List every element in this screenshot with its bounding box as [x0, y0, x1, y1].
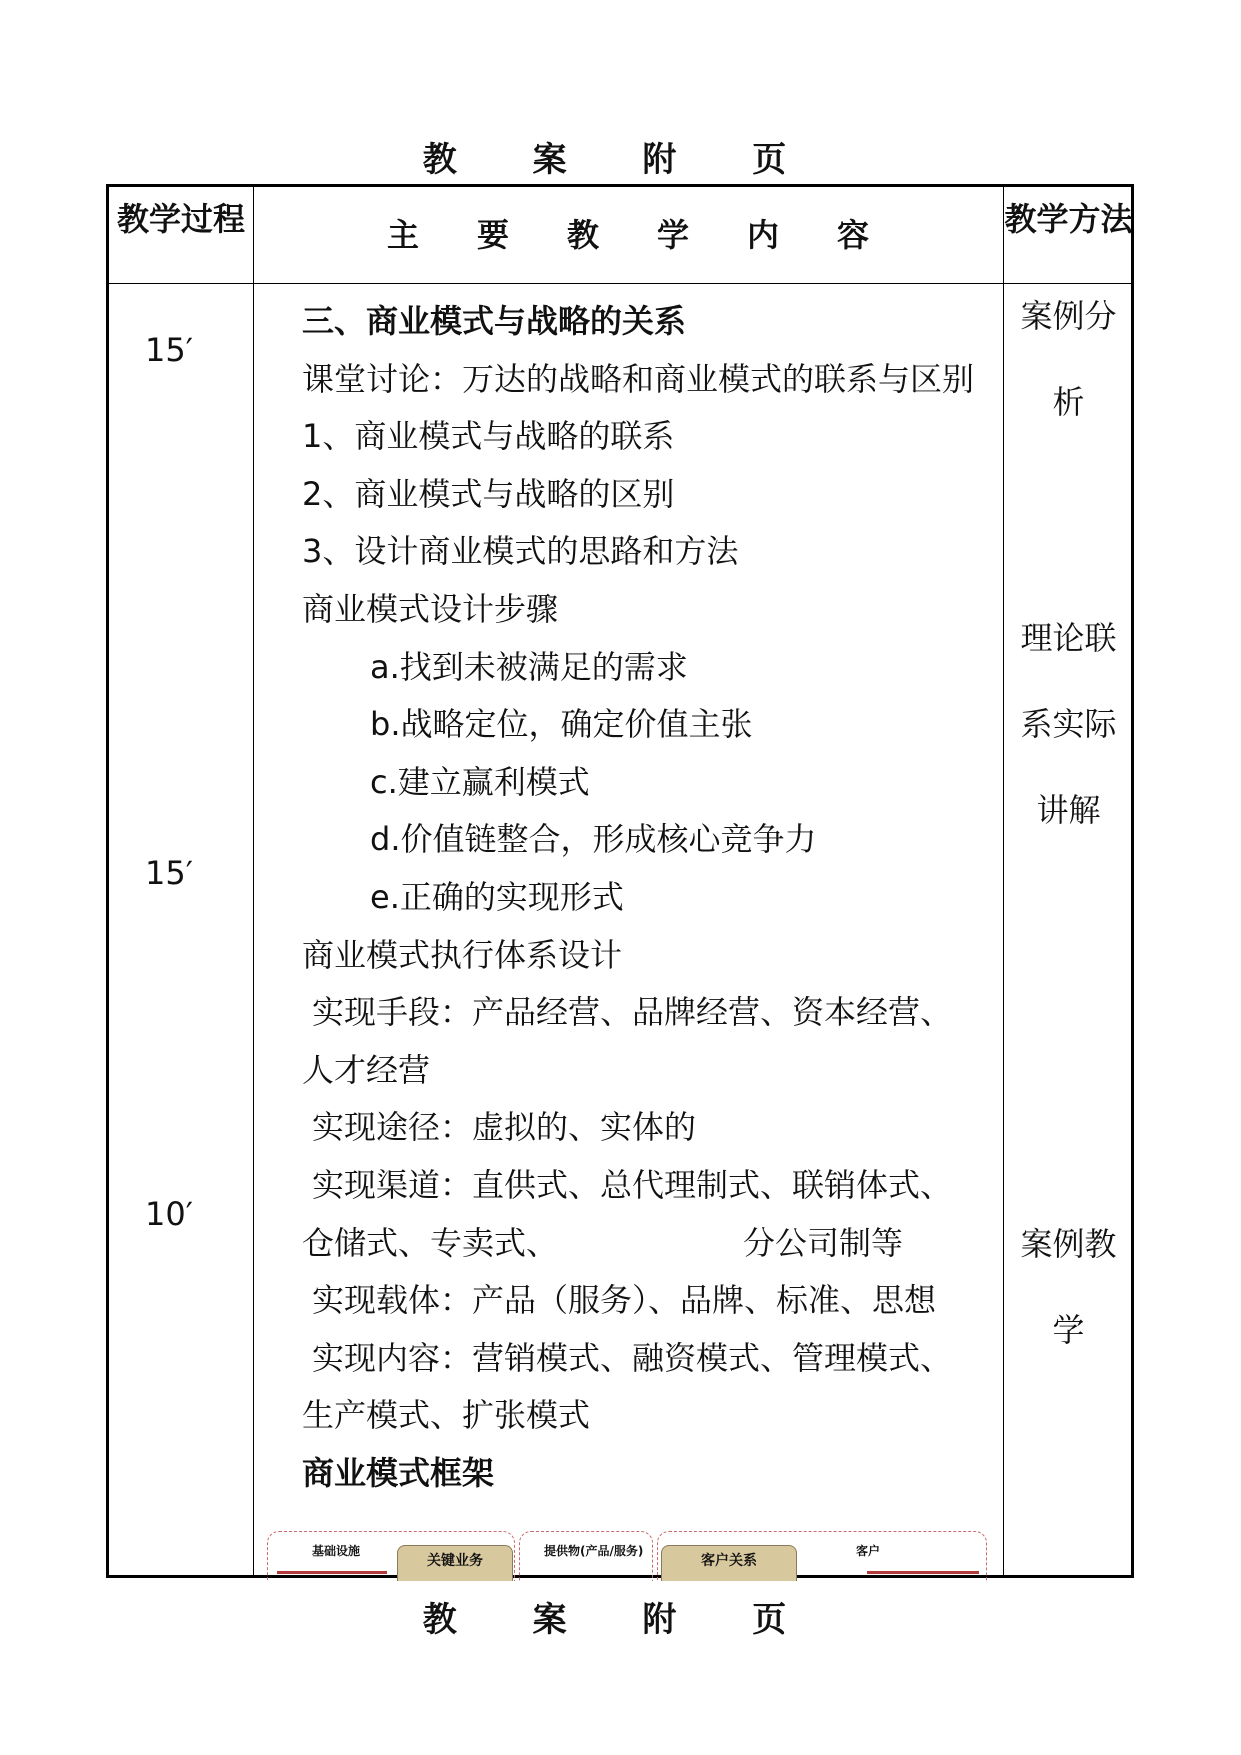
time-mark: 10′	[145, 1195, 193, 1233]
framework-label: 基础设施	[312, 1544, 361, 1558]
method-line: 析	[1052, 383, 1085, 421]
content-line: 人才经营	[302, 1050, 431, 1089]
framework-box-offering	[519, 1531, 653, 1581]
main-content	[302, 293, 1002, 1502]
content-fragment: 仓储式、专卖式、	[302, 1223, 559, 1262]
method-line: 案例分	[1020, 297, 1117, 335]
content-fragment: 分公司制等	[743, 1223, 904, 1262]
header-teaching-process: 教学过程	[116, 200, 245, 238]
method-line: 理论联	[1020, 619, 1117, 657]
framework-bar	[277, 1571, 387, 1574]
section-heading: 三、商业模式与战略的关系	[302, 302, 687, 340]
content-line	[302, 1215, 1002, 1273]
content-line: 实现手段：产品经营、品牌经营、资本经营、	[312, 993, 953, 1032]
design-step: d.价值链整合，形成核心竞争力	[370, 820, 817, 859]
time-mark: 15′	[145, 854, 193, 892]
time-mark: 15′	[145, 331, 193, 369]
content-line: 2、商业模式与战略的区别	[302, 474, 675, 513]
framework-tag-key-business: 关键业务	[397, 1545, 513, 1581]
design-step: e.正确的实现形式	[370, 877, 624, 916]
content-line: 实现载体：产品（服务）、品牌、标准、思想	[312, 1281, 937, 1320]
header-teaching-method: 教学方法	[1004, 200, 1133, 238]
method-line: 案例教	[1020, 1225, 1117, 1263]
method-line: 系实际	[1020, 705, 1117, 743]
method-theory-practice	[1003, 595, 1134, 853]
header-divider	[109, 283, 1131, 284]
content-line: 课堂讨论：万达的战略和商业模式的联系与区别	[302, 359, 975, 398]
content-line: 商业模式设计步骤	[302, 589, 559, 628]
content-line: 1、商业模式与战略的联系	[302, 417, 675, 456]
business-model-framework-diagram	[267, 1527, 989, 1581]
content-line: 商业模式执行体系设计	[302, 935, 623, 974]
lesson-plan-table	[106, 184, 1134, 1578]
design-step: a.找到未被满足的需求	[370, 647, 688, 686]
method-line: 学	[1052, 1311, 1085, 1349]
content-line: 实现渠道：直供式、总代理制式、联销体式、	[312, 1165, 953, 1204]
content-line: 实现途径：虚拟的、实体的	[312, 1108, 697, 1147]
framework-label: 客户	[856, 1544, 881, 1558]
section-heading: 商业模式框架	[302, 1453, 495, 1492]
content-line: 3、设计商业模式的思路和方法	[302, 532, 739, 571]
content-line: 实现内容：营销模式、融资模式、管理模式、	[312, 1338, 953, 1377]
method-case-teaching	[1003, 1201, 1134, 1373]
page-title-next: 教 案 附 页	[422, 1600, 819, 1640]
framework-bar	[867, 1571, 979, 1574]
page-title: 教 案 附 页	[422, 140, 819, 180]
header-main-content: 主要教学内容	[386, 216, 927, 254]
content-line: 生产模式、扩张模式	[302, 1396, 591, 1435]
column-divider	[253, 187, 254, 1575]
method-case-analysis	[1003, 273, 1134, 445]
method-line: 讲解	[1036, 791, 1101, 829]
framework-tag-customer-relation: 客户关系	[661, 1545, 797, 1581]
design-step: b.战略定位，确定价值主张	[370, 705, 753, 744]
framework-label: 提供物(产品/服务)	[544, 1544, 644, 1558]
design-step: c.建立赢利模式	[370, 762, 590, 801]
